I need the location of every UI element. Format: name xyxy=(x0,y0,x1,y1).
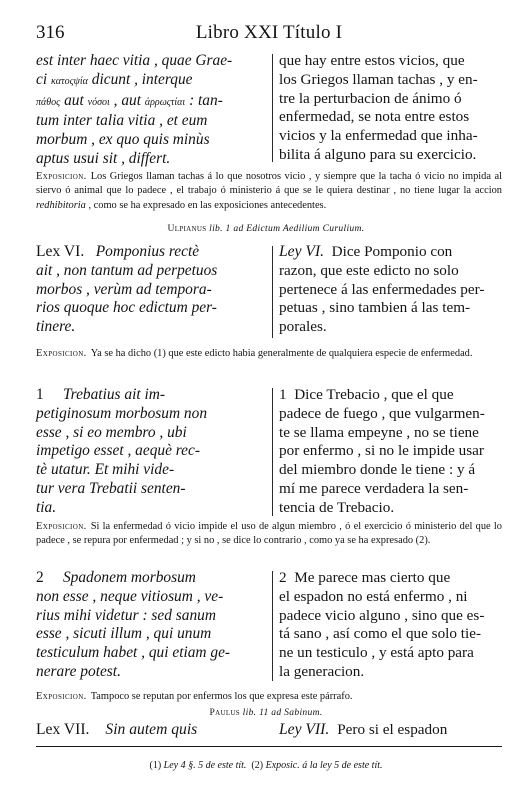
exposicion-note: Exposicion. Los Griegos llaman tachas á lo que nosotros vicio , y siempre que la tacha ó vicio no impida al siervo ó animal que lo padece , el trabajo ó ministerio á que se le quiera destinar , no tiene lugar la accion redhibitoria , como se ha expresado en las exposiciones antecedentes. xyxy=(36,171,502,211)
section-number: 1 xyxy=(36,386,44,403)
top-spanish-column xyxy=(279,52,503,165)
page-number: 316 xyxy=(36,22,65,43)
running-title: Libro XXI Título I xyxy=(195,22,343,43)
exposicion-note: Exposicion. Si la enfermedad ó vicio impide el uso de algun miembro , ó el exercicio ó ministerio del que lo padece , se repura por enfermedad ; y si no , se dice lo contrario , como ya se ha expresado (2). xyxy=(36,521,502,547)
footnote-rule xyxy=(36,746,502,747)
exposicion-note: Exposicion. Tampoco se reputan por enfermos los que expresa este párrafo. xyxy=(36,691,353,702)
footnote-text: Ley 4 §. 5 de este tít. xyxy=(163,760,247,771)
column-divider xyxy=(272,246,273,338)
top-latin-column xyxy=(36,52,268,169)
section-number: 1 xyxy=(279,386,287,403)
ley-label: Ley VI. xyxy=(279,243,325,260)
greek-word: πάθος xyxy=(36,96,61,108)
latin-line: tum inter talia vitia , et eum xyxy=(36,112,208,130)
lex6-latin: Lex VI. Pomponius rectè ait , non tantum ad perpetuos morbos , verùm ad tempora- rios quoque hoc edictum per- tinere. xyxy=(36,243,218,336)
page-header xyxy=(36,22,502,48)
exposicion-label: Exposicion. xyxy=(36,691,87,702)
lex-label: Lex VII. xyxy=(36,721,90,738)
greek-word: κατοςψία xyxy=(50,75,88,87)
column-divider xyxy=(272,571,273,681)
spanish-line: enfermedad, se nota entre estos xyxy=(279,108,470,126)
lex6-spanish: Ley VI. Dice Pomponio con razon, que este edicto no solo pertenece á las enfermedades per- petuas , sino tambien á las tem- porales. xyxy=(279,243,485,336)
section1-spanish: 1 Dice Trebacio , que el que padece de fuego , que vulgarmen- te se llama empeyne , no se tiene por enfermo , si no le impide usar del miembro donde le tiene : y á mí me parece verdadera la sen- tencia de Trebacio. xyxy=(279,386,485,516)
latin-line: ci κατοςψία dicunt , interque xyxy=(36,70,193,88)
footnote-number: (2) xyxy=(251,760,264,771)
section2-latin: 2 Spadonem morbosum non esse , neque vitiosum , ve- rius mihi videtur : sed sanum esse , sicuti illum , qui unum testiculum habet , qui etiam ge- nerare potest. xyxy=(36,569,231,680)
greek-word: νόσοι xyxy=(87,96,110,108)
latin-line: est inter haec vitia , quae Grae- xyxy=(36,52,233,69)
column-divider xyxy=(272,54,273,162)
latin-line: morbum , ex quo quis minùs xyxy=(36,131,210,149)
section2-spanish: 2 Me parece mas cierto que el espadon no está enfermo , ni padece vicio alguno , sino que es- tá sano , así como el que solo tie- ne un testiculo , y está apto para la generacion. xyxy=(279,569,485,680)
footnote-text: Exposic. á la ley 5 de este tít. xyxy=(265,760,383,771)
source-citation: Paulus lib. 11 ad Sabinum. xyxy=(209,707,323,718)
latin-line: πάθος aut νόσοι , aut άρρωςτίαι : tan- xyxy=(36,91,223,109)
footnotes xyxy=(0,760,532,771)
section-number: 2 xyxy=(36,569,44,586)
spanish-line: que hay entre estos vicios, que xyxy=(279,52,465,69)
lex7-spanish: Ley VII. Pero si el espadon xyxy=(279,721,448,738)
footnote-number: (1) xyxy=(149,760,162,771)
spanish-line: vicios y la enfermedad que inha- xyxy=(279,127,478,145)
section-number: 2 xyxy=(279,569,287,586)
spanish-line: tre la perturbacion de ánimo ó xyxy=(279,89,462,107)
spanish-line: bilita á alguno para su exercicio. xyxy=(279,145,477,163)
latin-line: aptus usui sit , differt. xyxy=(36,149,171,167)
greek-word: άρρωςτίαι xyxy=(144,96,186,108)
exposicion-label: Exposicion. xyxy=(36,521,87,532)
exposicion-label: Exposicion. xyxy=(36,171,87,182)
lex7-latin: Lex VII. Sin autem quis xyxy=(36,721,198,738)
column-divider xyxy=(272,388,273,516)
exposicion-note: Exposicion. Ya se ha dicho (1) que este edicto habia generalmente de qualquiera especie de enfermedad. xyxy=(36,348,473,359)
source-citation: Ulpianus lib. 1 ad Edictum Aedilium Curulium. xyxy=(167,223,365,234)
ley-label: Ley VII. xyxy=(279,721,330,738)
exposicion-label: Exposicion. xyxy=(36,348,87,359)
section1-latin: 1 Trebatius ait im- petiginosum morbosum non esse , si eo membro , ubi impetigo esset , aequè rec- tè utatur. Et mihi vide- tur vera Trebatii senten- tia. xyxy=(36,386,208,516)
spanish-line: los Griegos llaman tachas , y en- xyxy=(279,70,478,88)
lex-label: Lex VI. xyxy=(36,243,85,260)
